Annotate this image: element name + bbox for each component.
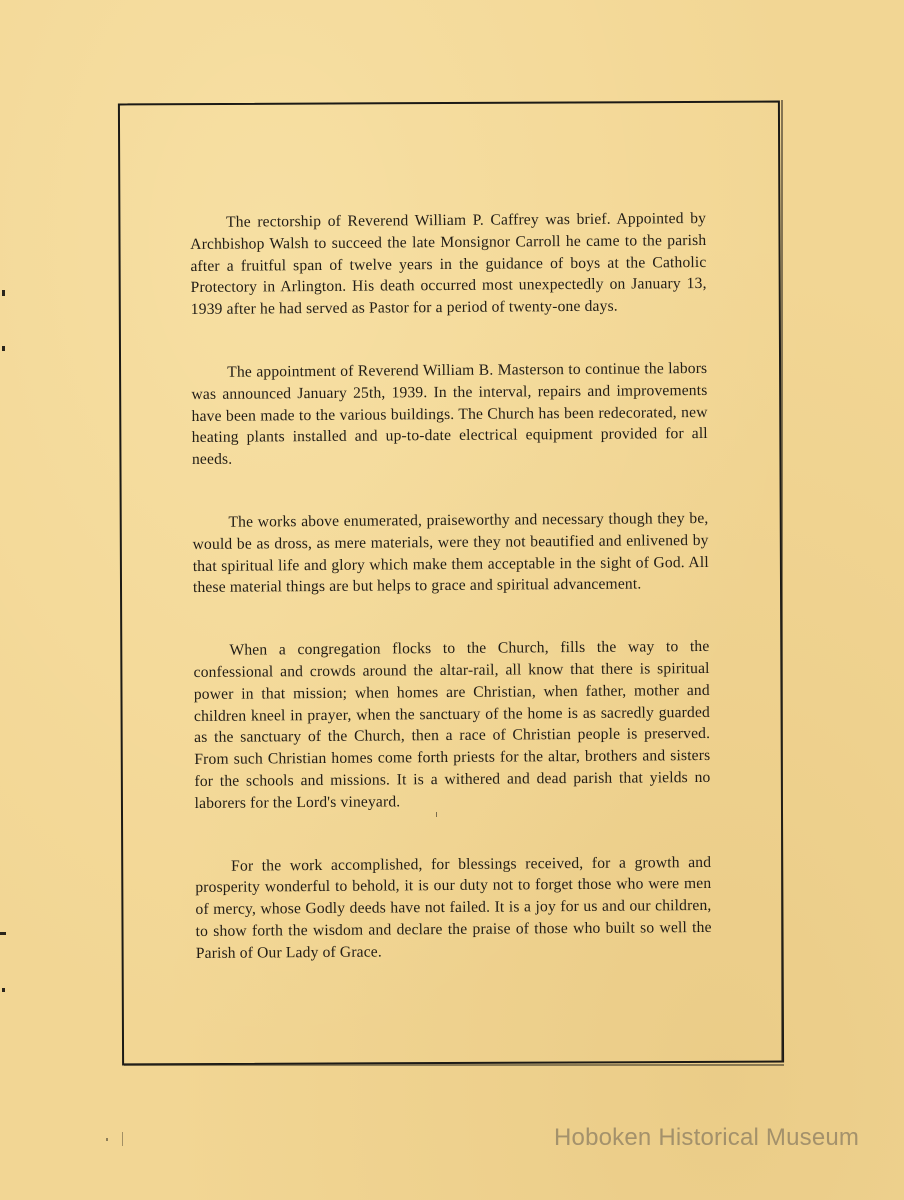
scan-mark: [2, 290, 5, 296]
scan-mark: [106, 1138, 108, 1141]
paragraph-congregation: When a congregation flocks to the Church, fills the way to the confessional and crowds around the altar-rail, all know that there is spiritual power in that mission; when homes are Christian, when father, mother and children kneel in prayer, when the sanctuary of the home is as sacredly guarded as the sanctuary of the Church, then a race of Christian people is preserved. From such Christian homes come forth priests for the altar, brothers and sisters for the schools and missions. It is a withered and dead parish that yields no laborers for the Lord's vineyard.: [193, 638, 711, 812]
paragraph-rectorship: The rectorship of Reverend William P. Caffrey was brief. Appointed by Archbishop Walsh to succeed the late Monsignor Carroll he came to the parish after a fruitful span of twelve years in the guidance of boys at the Catholic Protectory in Arlington. His death occurred most unexpectedly on January 13, 1939 after he had served as Pastor for a period of twenty-one days.: [190, 209, 707, 319]
paragraph-works: The works above enumerated, praiseworthy and necessary though they be, would be as dross, as mere materials, were they not beautified and enlivened by that spiritual life and glory which make them acceptable in the sight of God. All these material things are but helps to grace and spiritual advancement.: [192, 509, 709, 597]
border-edge-right: [781, 100, 783, 1062]
paragraph-appointment: The appointment of Reverend William B. Masterson to continue the labors was announced January 25th, 1939. In the interval, repairs and improvements have been made to the various buildings. The Church has been redecorated, new heating plants installed and up-to-date electrical equipment provided for all needs.: [191, 359, 708, 469]
museum-watermark: Hoboken Historical Museum: [554, 1124, 860, 1151]
scan-mark: [436, 812, 437, 817]
scan-mark: [2, 988, 5, 992]
scan-mark: [122, 1132, 123, 1146]
scan-mark: [0, 932, 6, 935]
paragraph-closing: For the work accomplished, for blessings received, for a growth and prosperity wonderful to behold, it is our duty not to forget those who were men of mercy, whose Godly deeds have not failed. It is a joy for us and our children, to show forth the wisdom and declare the praise of those who built so well the Parish of Our Lady of Grace.: [195, 853, 712, 962]
border-edge-bottom: [124, 1064, 784, 1066]
scan-mark: [2, 346, 5, 351]
document-body: [190, 208, 712, 965]
